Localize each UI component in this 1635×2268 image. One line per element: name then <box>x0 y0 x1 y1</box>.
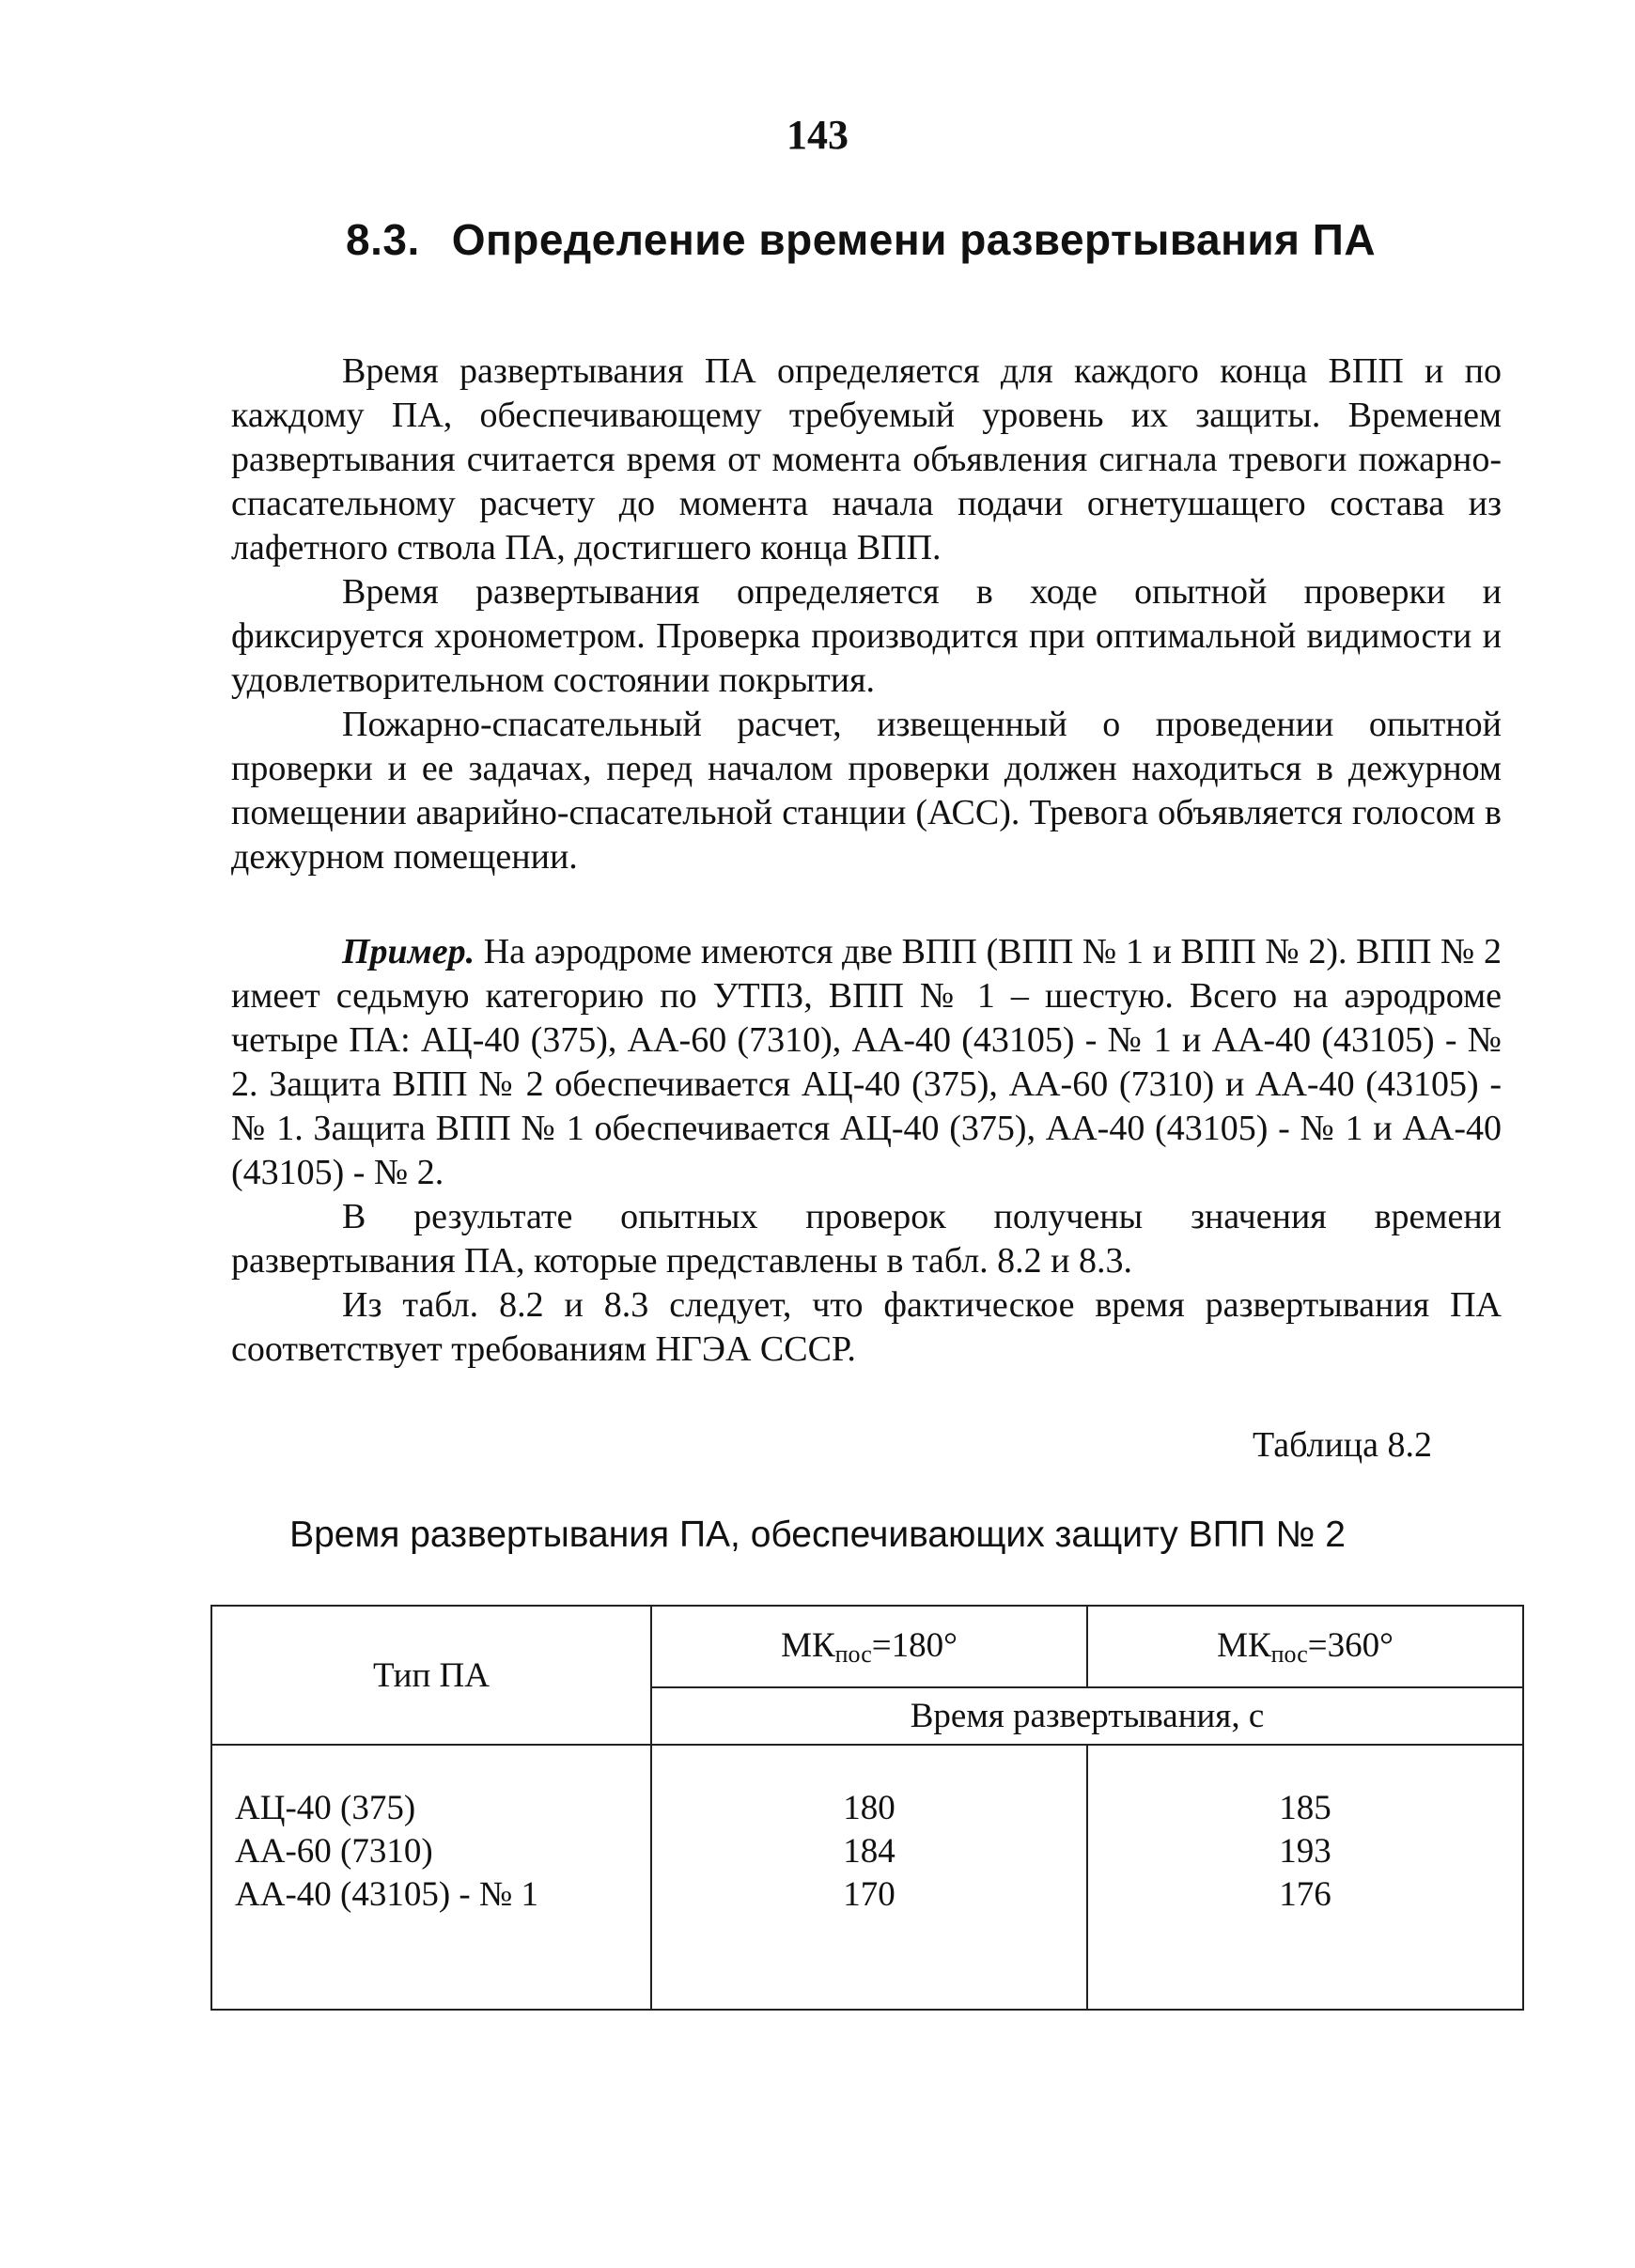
table-cell-time: 180 <box>843 1789 895 1827</box>
table-cell-type: АА-40 (43105) - № 1 <box>235 1875 539 1914</box>
example-result-1: В результате опытных проверок получены значения времени развертывания ПА, которые представлены в табл. 8.2 и 8.3. <box>231 1197 1502 1281</box>
type-column <box>211 1745 651 2010</box>
table-cell-time: 184 <box>843 1832 895 1871</box>
header-mk-180-sub: пос <box>834 1639 872 1668</box>
table-header-row-1 <box>211 1606 1523 1687</box>
table-body-row <box>211 1745 1523 2010</box>
table-cell-type: АЦ-40 (375) <box>235 1789 416 1827</box>
table-caption: Таблица 8.2 <box>1252 1425 1432 1465</box>
example-block <box>231 930 1502 1372</box>
table-title: Время развертывания ПА, обеспечивающих защиту ВПП № 2 <box>289 1515 1346 1555</box>
deployment-time-table <box>210 1605 1524 2011</box>
paragraph-3: Пожарно-спасательный расчет, извещенный о проведении опытной проверки и ее задачах, перед началом проверки должен находиться в дежурном помещении аварийно-спасательной станции (АСС). Тревога объявляется голосом в дежурном помещении. <box>231 705 1502 877</box>
paragraph-1: Время развертывания ПА определяется для каждого конца ВПП и по каждому ПА, обеспечивающему требуемый уровень их защиты. Временем развертывания считается время от момента объявления сигнала тревоги пожарно-спасательному расчету до момента начала подачи огнетушащего состава из лафетного ствола ПА, достигшего конца ВПП. <box>231 351 1502 567</box>
table-cell-type: АА-60 (7310) <box>235 1832 433 1871</box>
table-cell-time: 193 <box>1279 1832 1331 1871</box>
header-mk-180-value: =180° <box>871 1625 958 1665</box>
mk-360-column <box>1087 1745 1523 2010</box>
example-result-2: Из табл. 8.2 и 8.3 следует, что фактическое время развертывания ПА соответствует требованиям НГЭА СССР. <box>231 1285 1502 1369</box>
mk-180-column <box>651 1745 1087 2010</box>
header-mk-180-main: МК <box>781 1625 835 1665</box>
section-number: 8.3. <box>346 215 420 264</box>
header-mk-360 <box>1087 1606 1523 1687</box>
body-text <box>231 350 1502 879</box>
section-title: Определение времени развертывания ПА <box>451 215 1377 264</box>
header-mk-360-value: =360° <box>1307 1625 1394 1665</box>
section-heading <box>346 214 1376 265</box>
example-text: На аэродроме имеются две ВПП (ВПП № 1 и ВПП № 2). ВПП № 2 имеет седьмую категорию по УТПЗ, ВПП № 1 – шестую. Всего на аэродроме четыре ПА: АЦ-40 (375), АА-60 (7310), АА-40 (43105) - № 1 и АА-40 (43105) - № 2. Защита ВПП № 2 обеспечивается АЦ-40 (375), АА-60 (7310) и АА-40 (43105) - № 1. Защита ВПП № 1 обеспечивается АЦ-40 (375), АА-40 (43105) - № 1 и АА-40 (43105) - № 2. <box>231 932 1503 1192</box>
table-cell-time: 170 <box>843 1875 895 1914</box>
header-mk-180 <box>651 1606 1087 1687</box>
header-mk-360-main: МК <box>1217 1625 1271 1665</box>
header-time: Время развертывания, с <box>651 1687 1523 1745</box>
example-paragraph <box>231 930 1502 1195</box>
header-type: Тип ПА <box>211 1606 651 1745</box>
header-mk-360-sub: пос <box>1270 1639 1308 1668</box>
table-cell-time: 176 <box>1279 1875 1331 1914</box>
paragraph-2: Время развертывания определяется в ходе опытной проверки и фиксируется хронометром. Проверка производится при оптимальной видимости и удовлетворительном состоянии покрытия. <box>231 572 1502 700</box>
table-cell-time: 185 <box>1279 1789 1331 1827</box>
example-label: Пример. <box>342 932 475 971</box>
page-number: 143 <box>786 112 849 158</box>
